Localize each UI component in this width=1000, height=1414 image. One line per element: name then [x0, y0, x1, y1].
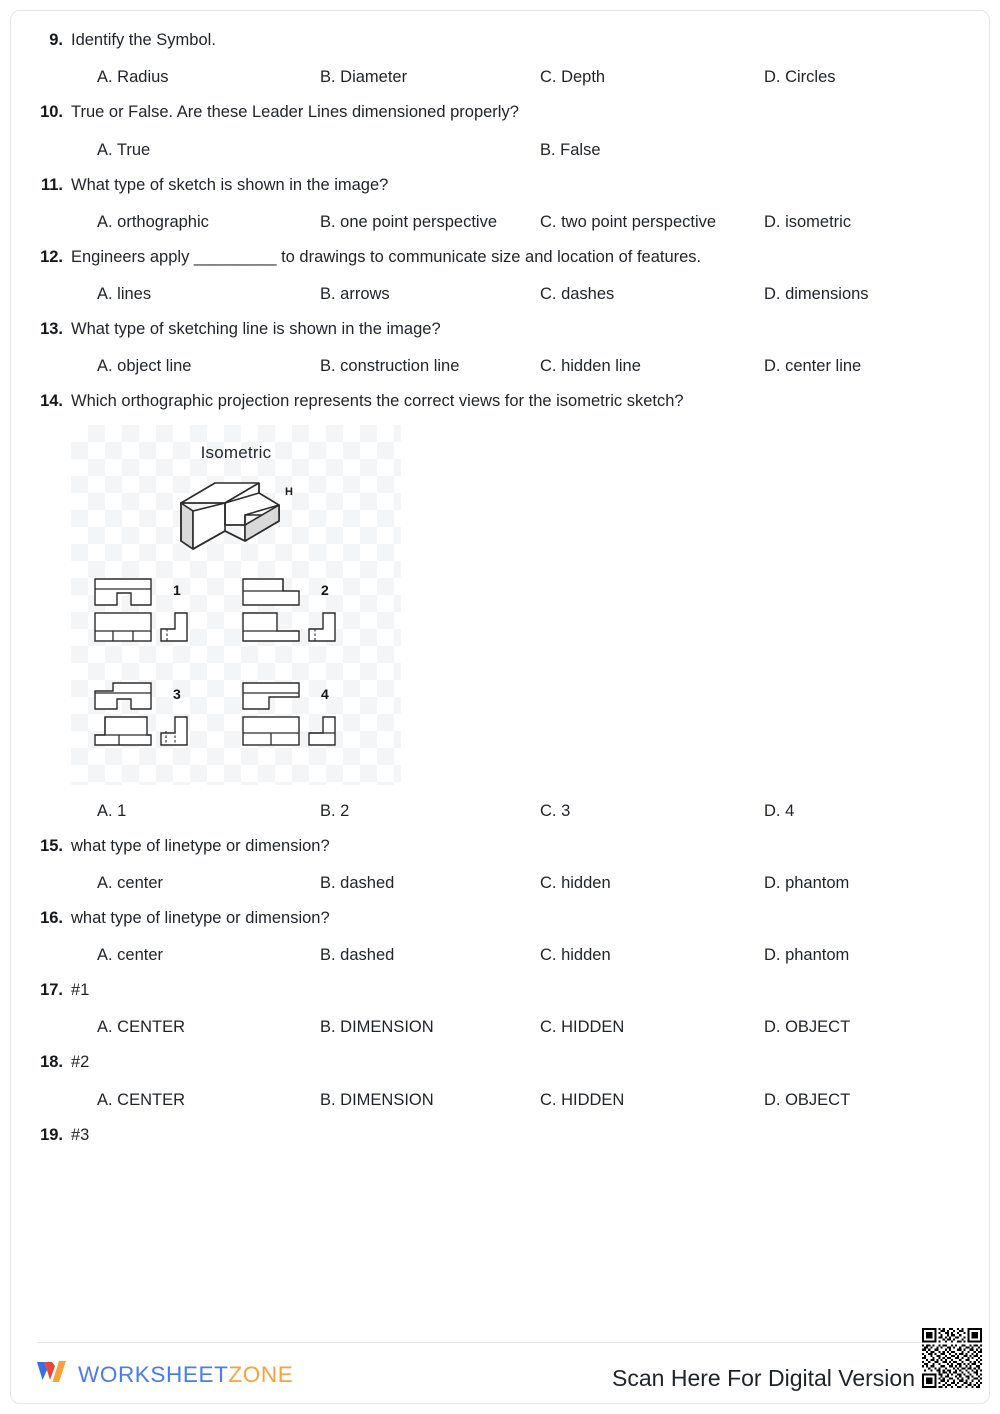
question-number: 16. — [40, 908, 63, 927]
answer-option[interactable]: D. isometric — [764, 212, 852, 231]
answer-option[interactable]: D. OBJECT — [764, 1090, 851, 1109]
answer-option[interactable]: C. two point perspective — [540, 212, 717, 231]
answer-option[interactable]: C. HIDDEN — [540, 1090, 625, 1109]
answer-option[interactable]: C. Depth — [540, 68, 606, 87]
question-number: 18. — [40, 1053, 63, 1072]
question-text: What type of sketching line is shown in the image? — [71, 320, 441, 339]
option-row — [37, 1080, 963, 1120]
question-line — [37, 246, 963, 268]
question-number: 12. — [40, 247, 63, 266]
answer-option[interactable]: A. CENTER — [97, 1018, 186, 1037]
option-row — [37, 863, 963, 903]
answer-option[interactable]: A. lines — [97, 285, 152, 304]
scan-here-label: Scan Here For Digital Version — [612, 1365, 915, 1391]
ortho-option-number: 2 — [321, 581, 329, 598]
answer-option[interactable]: B. 2 — [320, 801, 350, 820]
answer-option[interactable]: D. center line — [764, 357, 862, 376]
answer-option[interactable]: D. phantom — [764, 946, 850, 965]
answer-option[interactable]: A. 1 — [97, 801, 127, 820]
question-number: 14. — [40, 392, 63, 411]
option-row — [37, 1007, 963, 1047]
question-text: What type of sketch is shown in the image? — [71, 175, 389, 194]
answer-option[interactable]: D. phantom — [764, 873, 850, 892]
question-block — [37, 835, 963, 903]
logo-text-worksheet: WORKSHEET — [78, 1361, 229, 1387]
option-row — [37, 346, 963, 386]
question-block — [37, 1051, 963, 1119]
answer-option[interactable]: B. arrows — [320, 285, 390, 304]
answer-option[interactable]: A. CENTER — [97, 1090, 186, 1109]
answer-option[interactable]: B. DIMENSION — [320, 1018, 434, 1037]
question-line — [37, 979, 963, 1001]
orthographic-options — [91, 573, 381, 773]
figure-title: Isometric — [200, 442, 272, 462]
question-text: True or False. Are these Leader Lines dimensioned properly? — [71, 103, 519, 122]
ortho-option-number: 1 — [173, 581, 181, 598]
answer-option[interactable]: A. True — [97, 140, 151, 159]
question-block — [37, 29, 963, 97]
isometric-sketch — [167, 467, 305, 569]
option-row — [37, 202, 963, 242]
question-line — [37, 835, 963, 857]
answer-option[interactable]: D. dimensions — [764, 285, 869, 304]
question-block — [37, 907, 963, 975]
answer-option[interactable]: B. construction line — [320, 357, 460, 376]
question-line — [37, 174, 963, 196]
question-figure — [71, 425, 401, 785]
page-footer — [11, 1343, 989, 1403]
option-row — [37, 935, 963, 975]
answer-option[interactable]: C. HIDDEN — [540, 1018, 625, 1037]
question-block — [37, 1124, 963, 1146]
logo-mark-icon — [35, 1356, 69, 1393]
question-text: what type of linetype or dimension? — [71, 908, 330, 927]
question-number: 9. — [49, 31, 63, 49]
answer-option[interactable]: A. center — [97, 946, 164, 965]
question-line — [37, 318, 963, 340]
question-number: 17. — [40, 981, 63, 1000]
question-number: 11. — [40, 175, 63, 194]
answer-option[interactable]: D. Circles — [764, 68, 836, 87]
questions-container — [11, 11, 989, 1150]
answer-option[interactable]: B. False — [540, 140, 601, 159]
answer-option[interactable]: B. DIMENSION — [320, 1090, 434, 1109]
question-block — [37, 979, 963, 1047]
logo-text-zone: ZONE — [228, 1361, 294, 1387]
question-line — [37, 1124, 963, 1146]
question-block — [37, 174, 963, 242]
answer-option[interactable]: C. hidden — [540, 873, 611, 892]
question-block — [37, 318, 963, 386]
answer-option[interactable]: C. hidden line — [540, 357, 641, 376]
question-number: 10. — [40, 103, 63, 122]
ortho-option-2 — [243, 579, 335, 641]
question-text: #2 — [71, 1053, 90, 1072]
question-line — [37, 29, 963, 51]
answer-option[interactable]: C. dashes — [540, 285, 615, 304]
worksheet-zone-logo[interactable] — [35, 1356, 293, 1393]
question-text: #3 — [71, 1125, 90, 1144]
answer-option[interactable]: A. object line — [97, 357, 192, 376]
question-line — [37, 1051, 963, 1073]
question-block — [37, 246, 963, 314]
answer-option[interactable]: D. 4 — [764, 801, 795, 820]
qr-code[interactable] — [922, 1328, 982, 1388]
answer-option[interactable]: C. hidden — [540, 946, 611, 965]
ortho-option-1 — [95, 579, 187, 641]
question-text: Engineers apply _________ to drawings to communicate size and location of features. — [71, 247, 702, 266]
question-line — [37, 101, 963, 123]
question-number: 15. — [40, 836, 63, 855]
option-row — [37, 274, 963, 314]
ortho-option-4 — [243, 683, 335, 745]
answer-option[interactable]: A. Radius — [97, 68, 169, 87]
answer-option[interactable]: A. orthographic — [97, 212, 209, 231]
ortho-option-number: 3 — [173, 685, 181, 702]
question-number: 13. — [40, 320, 63, 339]
question-block — [37, 101, 963, 169]
answer-option[interactable]: C. 3 — [540, 801, 571, 820]
option-row — [37, 791, 963, 831]
question-block — [37, 390, 963, 830]
option-row — [37, 130, 963, 170]
question-line — [37, 907, 963, 929]
answer-option[interactable]: D. OBJECT — [764, 1018, 851, 1037]
answer-option[interactable]: B. dashed — [320, 873, 395, 892]
question-text: Identify the Symbol. — [71, 31, 216, 49]
question-text: what type of linetype or dimension? — [71, 836, 330, 855]
logo-text — [78, 1362, 293, 1388]
answer-option[interactable]: B. dashed — [320, 946, 395, 965]
ortho-option-number: 4 — [321, 685, 329, 702]
question-text: #1 — [71, 981, 90, 1000]
answer-option[interactable]: A. center — [97, 873, 164, 892]
ortho-option-3 — [95, 683, 187, 745]
iso-label: H — [285, 485, 293, 498]
question-text: Which orthographic projection represents the correct views for the isometric sketch? — [71, 392, 684, 411]
worksheet-page — [10, 10, 990, 1404]
question-line — [37, 390, 963, 412]
option-row — [37, 57, 963, 97]
answer-option[interactable]: B. Diameter — [320, 68, 408, 87]
answer-option[interactable]: B. one point perspective — [320, 212, 498, 231]
question-number: 19. — [40, 1125, 63, 1144]
